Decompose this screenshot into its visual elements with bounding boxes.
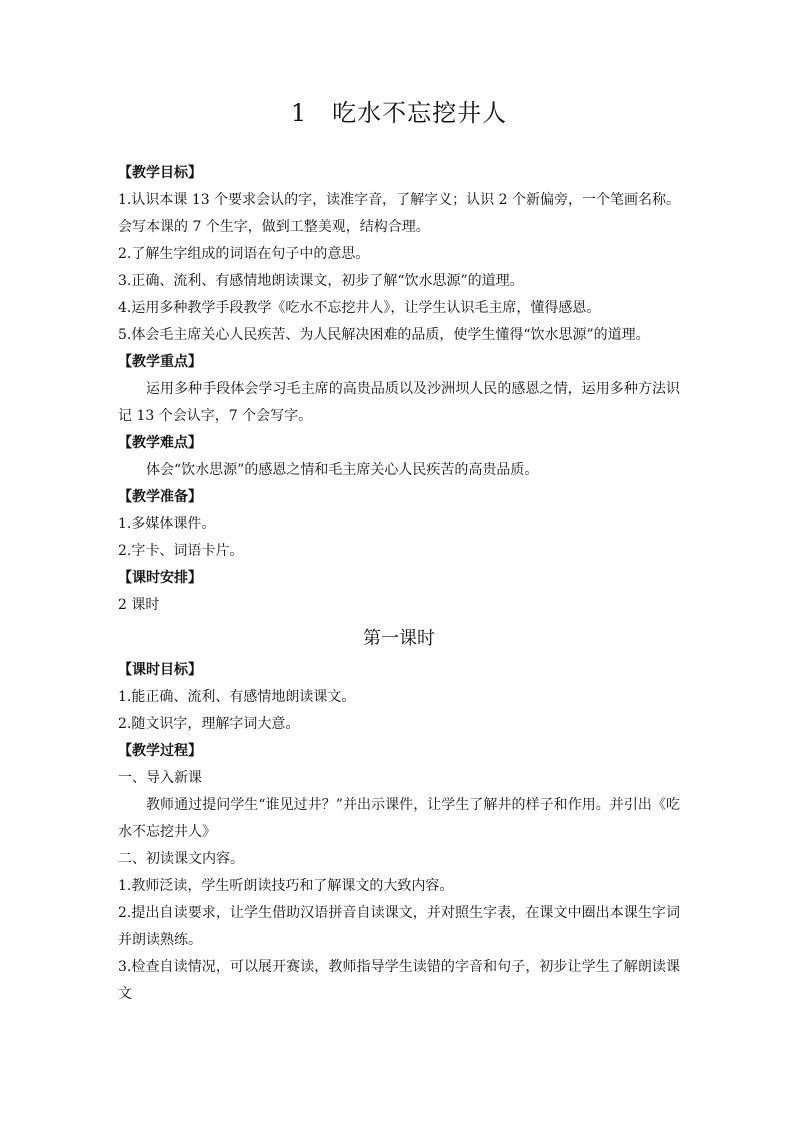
document-page xyxy=(118,96,680,1008)
objectives-heading: 【教学目标】 xyxy=(118,165,202,181)
step2-heading: 二、初读课文内容。 xyxy=(118,851,244,867)
schedule-heading: 【课时安排】 xyxy=(118,570,202,586)
objective-item: 2.了解生字组成的词语在句子中的意思。 xyxy=(118,246,370,262)
step2-item: 2.提出自读要求，让学生借助汉语拼音自读课文，并对照生字表，在课文中圈出本课生字词并朗读熟练。 xyxy=(118,905,680,948)
objective-item: 1.认识本课 13 个要求会认的字，读准字音，了解字义；认识 2 个新偏旁，一个笔画名称。会写本课的 7 个生字，做到工整美观，结构合理。 xyxy=(118,192,680,235)
document-title: 1 吃水不忘挖井人 xyxy=(290,99,508,127)
objective-item: 3.正确、流利、有感情地朗读课文，初步了解“饮水思源”的道理。 xyxy=(118,273,524,289)
lesson-objectives-heading: 【课时目标】 xyxy=(118,662,202,678)
difficulties-text: 体会“饮水思源”的感恩之情和毛主席关心人民疾苦的高贵品质。 xyxy=(146,462,539,478)
key-points-text: 运用多种手段体会学习毛主席的高贵品质以及沙洲坝人民的感恩之情，运用多种方法识记 13 个会认字，7 个会写字。 xyxy=(118,381,680,424)
objective-item: 5.体会毛主席关心人民疾苦、为人民解决困难的品质，使学生懂得“饮水思源”的道理。 xyxy=(118,327,650,343)
preparation-heading: 【教学准备】 xyxy=(118,489,202,505)
lesson-title: 第一课时 xyxy=(363,628,435,649)
step1-text: 教师通过提问学生“谁见过井？”并出示课件，让学生了解井的样子和作用。并引出《吃水不忘挖井人》 xyxy=(118,797,680,840)
step1-heading: 一、导入新课 xyxy=(118,770,202,786)
step2-item: 1.教师泛读，学生听朗读技巧和了解课文的大致内容。 xyxy=(118,878,454,894)
process-heading: 【教学过程】 xyxy=(118,743,202,759)
preparation-item: 2.字卡、词语卡片。 xyxy=(118,543,244,559)
lesson-objective-item: 2.随文识字，理解字词大意。 xyxy=(118,716,300,732)
difficulties-heading: 【教学难点】 xyxy=(118,435,202,451)
objective-item: 4.运用多种教学手段教学《吃水不忘挖井人》，让学生认识毛主席，懂得感恩。 xyxy=(118,300,601,316)
lesson-objective-item: 1.能正确、流利、有感情地朗读课文。 xyxy=(118,689,356,705)
schedule-text: 2 课时 xyxy=(118,597,160,613)
key-points-heading: 【教学重点】 xyxy=(118,354,202,370)
preparation-item: 1.多媒体课件。 xyxy=(118,516,216,532)
step2-item: 3.检查自读情况，可以展开赛读，教师指导学生读错的字音和句子，初步让学生了解朗读课文 xyxy=(118,959,680,1002)
